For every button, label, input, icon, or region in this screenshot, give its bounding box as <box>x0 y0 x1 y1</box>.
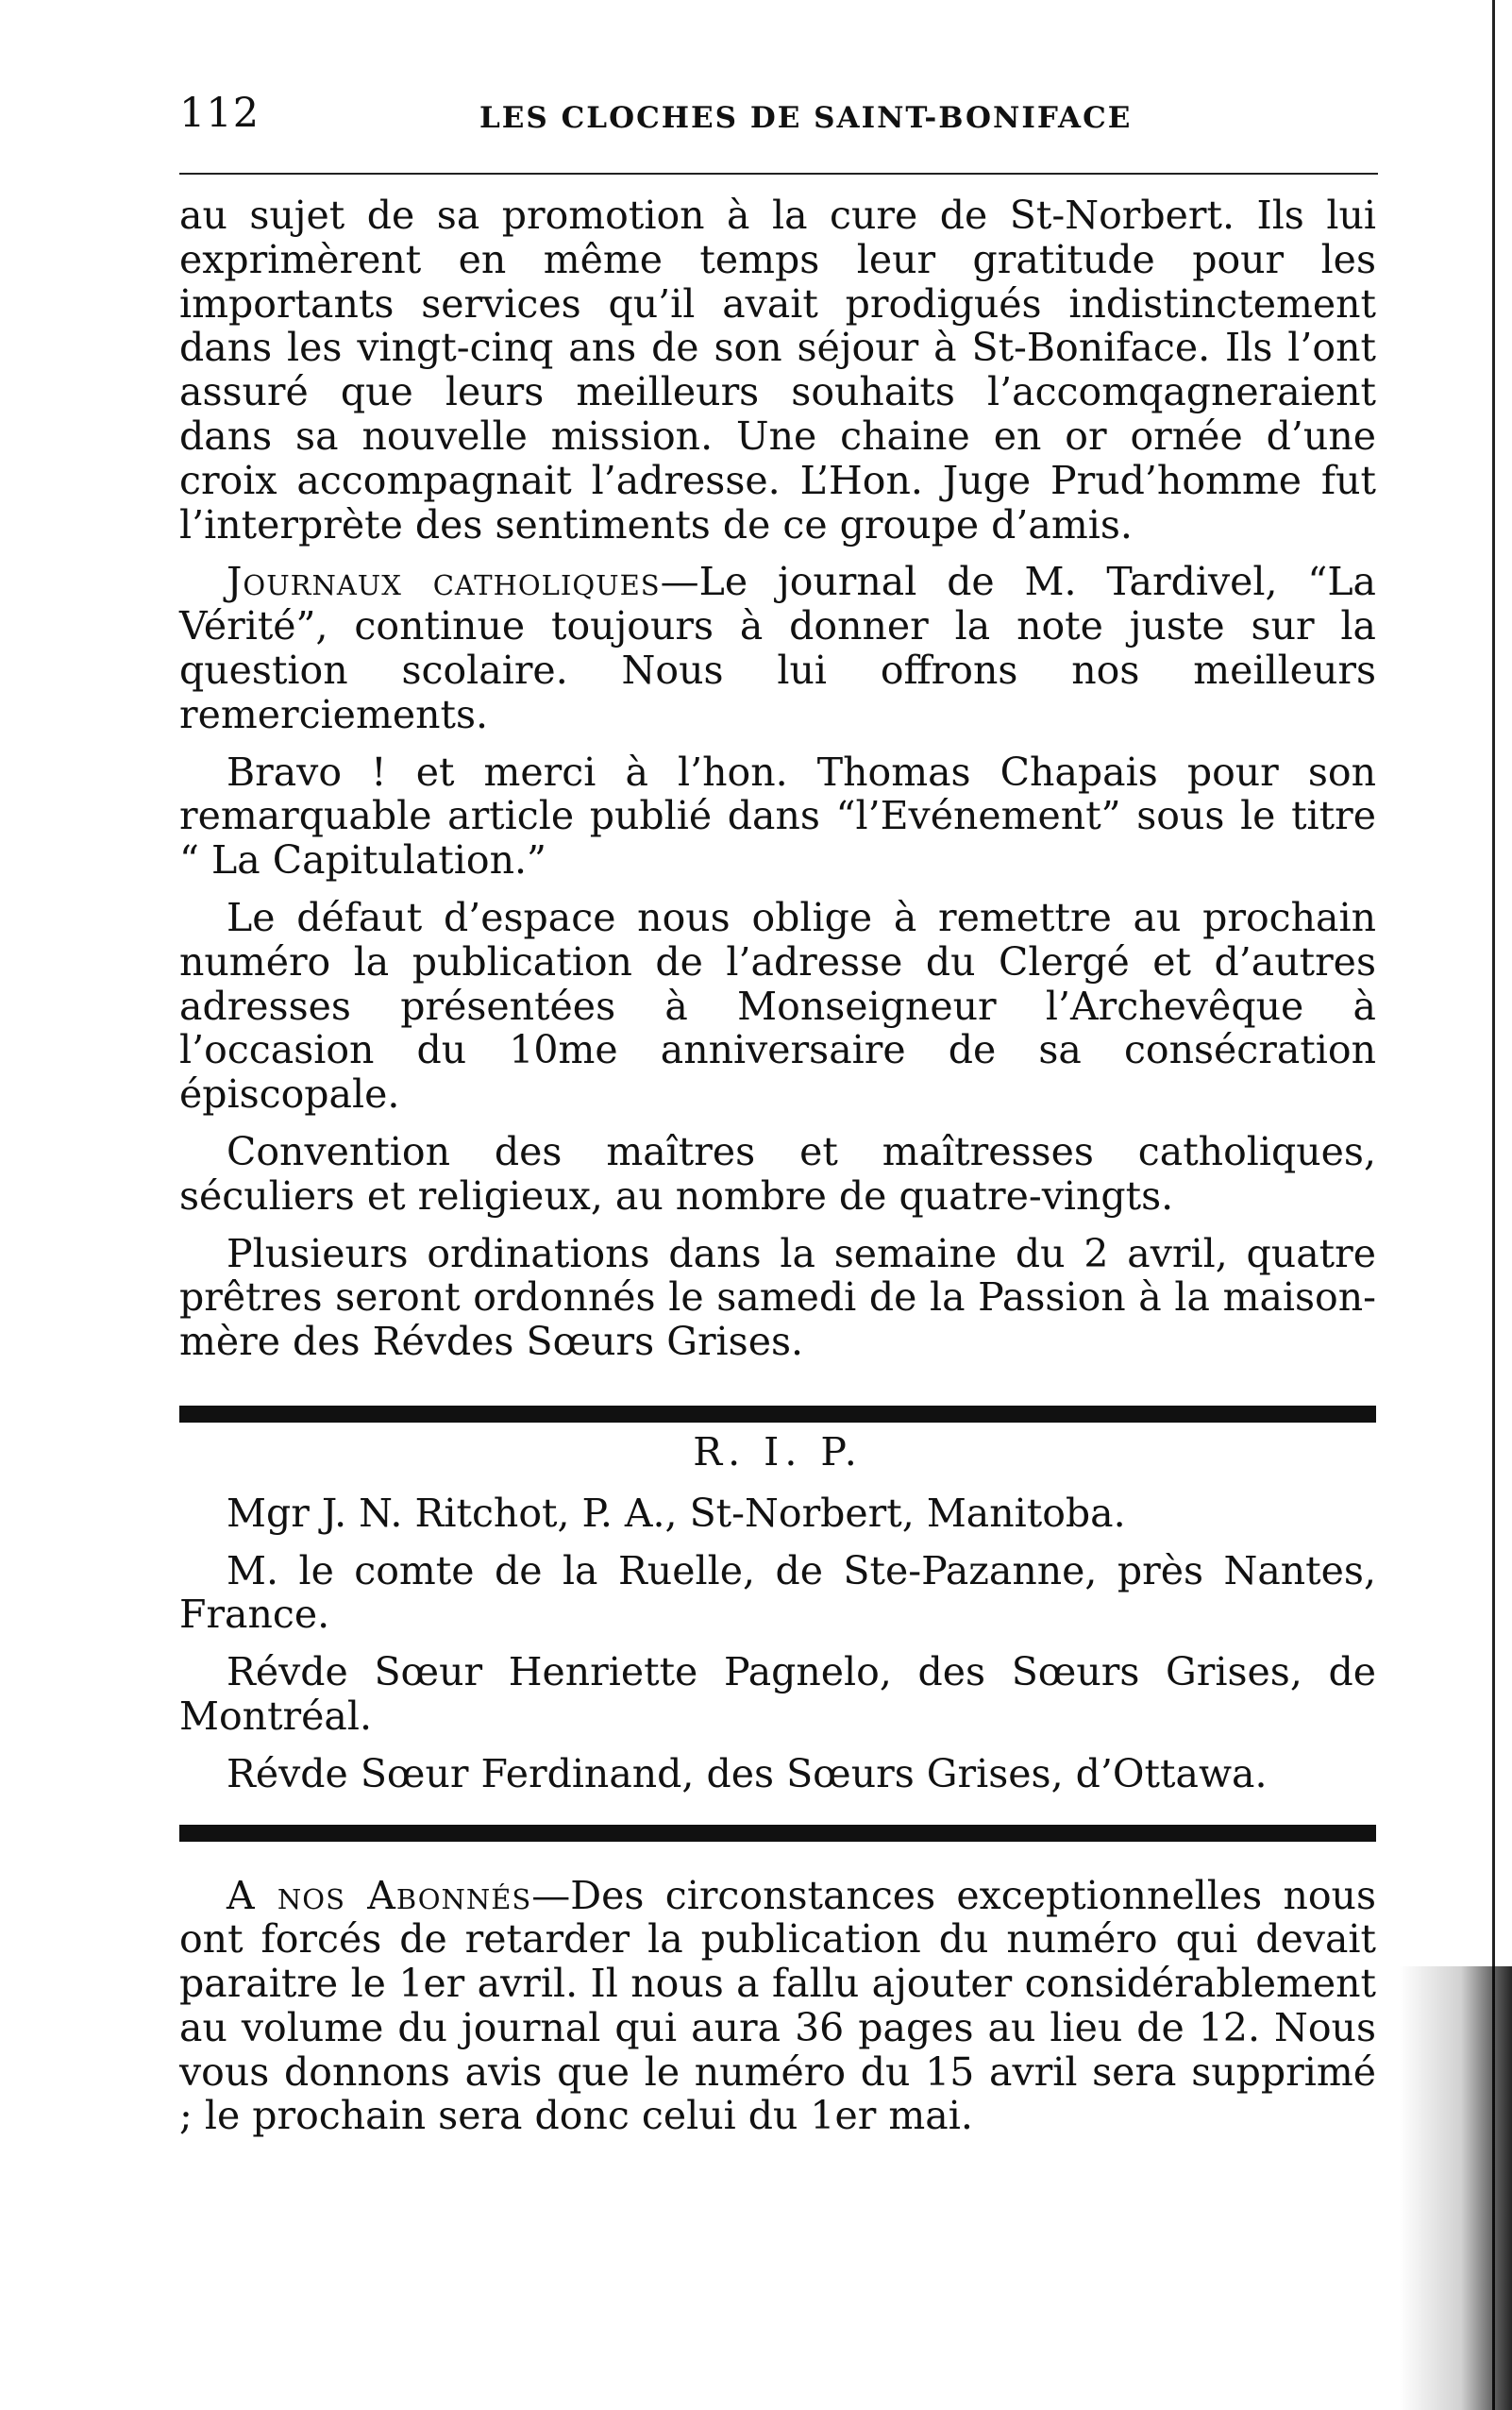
rip-item: Révde Sœur Ferdinand, des Sœurs Grises, d’Ottawa. <box>227 1750 1268 1796</box>
abonnes-text: —Des circonstances exceptionnelles nous ont forcés de retarder la publication du numéro qui devait paraitre le 1er avril. Il nous a fallu ajouter considérablement au volume du journal qui aura 36 pages au lieu de 12. Nous vous donnons avis que le numéro du 15 avril sera supprimé ; le prochain sera donc celui du 1er mai. <box>179 1872 1376 2139</box>
rip-item: Révde Sœur Henriette Pagnelo, des Sœurs Grises, de Montréal. <box>179 1649 1376 1739</box>
header-rule <box>179 173 1378 175</box>
page-content <box>179 194 1376 2151</box>
page-corner-shadow <box>1399 1966 1512 2410</box>
rip-list <box>179 1492 1376 1796</box>
page-header <box>179 90 1378 148</box>
paragraph-convention: Convention des maîtres et maîtresses catholiques, séculiers et religieux, au nombre de quatre-vingts. <box>179 1128 1376 1219</box>
section-rule-top <box>179 1406 1376 1423</box>
paragraph-ordinations: Plusieurs ordinations dans la semaine du 2 avril, quatre prêtres seront ordonnés le samedi de la Passion à la maison-mère des Révdes Sœurs Grises. <box>179 1230 1376 1365</box>
section-rule-bottom <box>179 1825 1376 1842</box>
paragraph-continuation: au sujet de sa promotion à la cure de St-Norbert. Ils lui exprimèrent en même temps leur gratitude pour les importants services qu’il avait prodigués indistinctement dans les vingt-cinq ans de son séjour à St-Boniface. Ils l’ont assuré que leurs meilleurs souhaits l’accomqagneraient dans sa nouvelle mission. Une chaine en or ornée d’une croix accompagnait l’adresse. L’Hon. Juge Prud’homme fut l’interprète des sentiments de ce groupe d’amis. <box>179 193 1376 548</box>
running-title: LES CLOCHES DE SAINT-BONIFACE <box>479 101 1133 135</box>
paragraph-defaut: Le défaut d’espace nous oblige à remettre au prochain numéro la publication de l’adresse du Clergé et d’autres adresses présentées à Monseigneur l’Archevêque à l’occasion du 10me anniversaire de sa consécration épiscopale. <box>179 894 1376 1118</box>
journaux-text: —Le journal de M. Tardivel, “La Vérité”, continue toujours à donner la note juste sur la question scolaire. Nous lui offrons nos meilleurs remerciements. <box>179 559 1377 737</box>
rip-item: M. le comte de la Ruelle, de Ste-Pazanne, près Nantes, France. <box>179 1547 1376 1638</box>
page-number: 112 <box>179 90 260 137</box>
paragraph-bravo: Bravo ! et merci à l’hon. Thomas Chapais pour son remarquable article publié dans “l’Evénement” sous le titre “ La Capitulation.” <box>179 749 1376 884</box>
rip-item: Mgr J. N. Ritchot, P. A., St-Norbert, Manitoba. <box>227 1490 1126 1536</box>
rip-heading: R. I. P. <box>693 1428 863 1475</box>
paragraph-abonnes <box>179 1874 1376 2139</box>
journaux-lead: Journaux catholiques <box>227 559 661 605</box>
abonnes-lead: A nos Abonnés <box>227 1872 532 1918</box>
paragraph-journaux <box>179 560 1376 736</box>
